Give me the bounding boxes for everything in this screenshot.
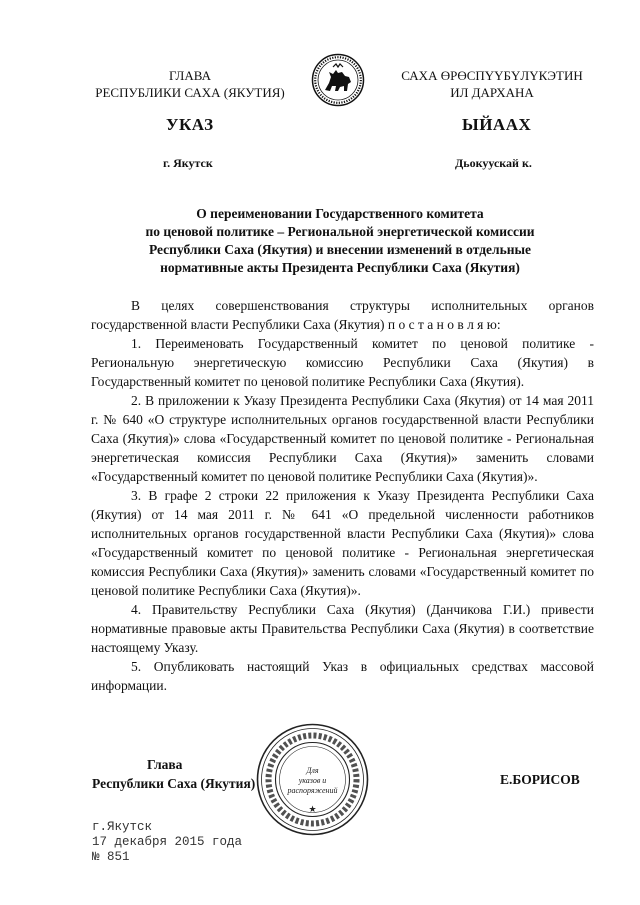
decree-title-line2: по ценовой политике – Региональной энергетической комиссии: [145, 224, 535, 239]
decree-title: [80, 205, 600, 277]
issuer-ru-line2: РЕСПУБЛИКИ САХА (ЯКУТИЯ): [95, 85, 285, 100]
city-ru: г. Якутск: [163, 156, 213, 170]
clause-2: 2. В приложении к Указу Президента Республики Саха (Якутия) от 14 мая 2011 г. № 640 «О структуре исполнительных органов государственной власти Республики Саха (Якутия)» слова «Государственный комитет по ценовой политике - Региональная энергетическая комиссия Республики Саха (Якутия)» заменить словами «Государственный комитет по ценовой политике Республики Саха (Якутия)».: [91, 393, 594, 484]
decree-title-line3: Республики Саха (Якутия) и внесении изменений в отдельные: [148, 242, 532, 257]
seal-text-3: распоряжений: [287, 786, 338, 795]
signatory-title: [92, 755, 272, 793]
coat-of-arms-emblem: [311, 53, 365, 107]
decree-title-line4: нормативные акты Президента Республики Саха (Якутия): [160, 260, 520, 275]
clause-5: 5. Опубликовать настоящий Указ в официальных средствах массовой информации.: [91, 659, 594, 693]
issuer-sakha-line2: ИЛ ДАРХАНА: [450, 85, 534, 100]
issuer-sakha-line1: САХА ӨРӨСПҮҮБҮЛҮКЭТИН: [401, 68, 583, 83]
issuer-ru-line1: ГЛАВА: [169, 68, 211, 83]
seal-star-icon: ★: [308, 804, 317, 814]
signatory-title-line2: Республики Саха (Якутия): [92, 776, 256, 791]
decree-body: [91, 296, 594, 695]
issuance-info: [92, 820, 242, 865]
issuance-city: г.Якутск: [92, 820, 153, 834]
decree-number: № 851: [92, 850, 130, 864]
clause-1: 1. Переименовать Государственный комитет по ценовой политике - Региональную энергетическую комиссию Республики Саха (Якутия) в Государственный комитет по ценовой политике Республики Саха (Якутия).: [91, 336, 594, 389]
doc-type-sakha: ЫЙААХ: [462, 115, 532, 134]
issuer-ru: [80, 67, 300, 101]
signatory-name: Е.БОРИСОВ: [500, 772, 580, 787]
decree-title-line1: О переименовании Государственного комитета: [196, 206, 484, 221]
signatory-title-line1: Глава: [147, 757, 183, 772]
clause-3: 3. В графе 2 строки 22 приложения к Указу Президента Республики Саха (Якутия) от 14 мая 2011 г. № 641 «О предельной численности работников исполнительных органов государственной власти Республики Саха (Якутия)» слова «Государственный комитет по ценовой политике - Региональная энергетическая комиссия Республики Саха (Якутия)» заменить словами «Государственный комитет по ценовой политике Республики Саха (Якутия)».: [91, 488, 594, 598]
issuer-sakha: [392, 67, 592, 101]
preamble-paragraph: В целях совершенствования структуры исполнительных органов государственной власти Республики Саха (Якутия) п о с т а н о в л я ю:: [91, 298, 594, 332]
official-seal: [255, 722, 370, 837]
seal-text-1: Для: [306, 766, 319, 775]
issuance-date: 17 декабря 2015 года: [92, 835, 243, 849]
seal-text-2: указов и: [298, 776, 327, 785]
city-sakha: Дьокуускай к.: [455, 156, 532, 170]
clause-4: 4. Правительству Республики Саха (Якутия) (Данчикова Г.И.) привести нормативные правовые акты Правительства Республики Саха (Якутия) в соответствие настоящему Указу.: [91, 602, 594, 655]
doc-type-ru: УКАЗ: [166, 115, 214, 134]
